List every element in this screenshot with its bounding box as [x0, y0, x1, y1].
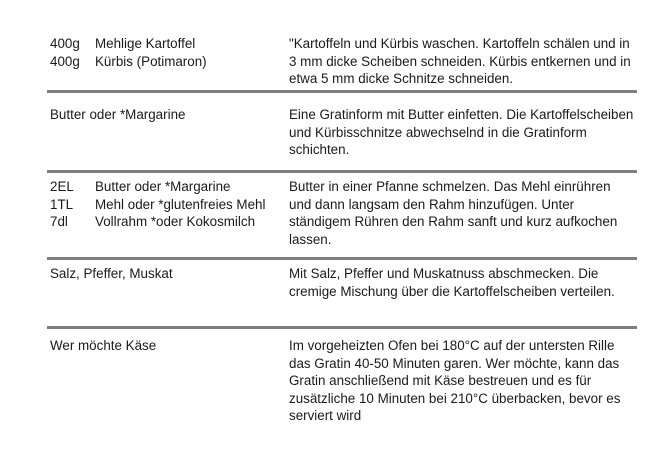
- ingredient-list: [50, 337, 282, 355]
- ingredient-name: Wer möchte Käse: [50, 338, 157, 353]
- ingredient-name: Kürbis (Potimaron): [95, 53, 207, 69]
- ingredient-name: Butter oder *Margarine: [50, 107, 186, 122]
- row-divider: [47, 170, 637, 173]
- ingredient-item: [50, 213, 282, 231]
- row-divider: [47, 326, 637, 329]
- instruction-text: Butter in einer Pfanne schmelzen. Das Mehl einrühren und dann langsam den Rahm hinzufügen. Unter ständigem Rühren den Rahm sanft und kurz aufkochen lassen.: [289, 179, 618, 247]
- ingredient-quantity: 400g: [50, 53, 80, 69]
- ingredient-list: [50, 35, 282, 70]
- ingredient-name: Mehl oder *glutenfreies Mehl: [95, 196, 266, 212]
- instruction-text: "Kartoffeln und Kürbis waschen. Kartoffeln schälen und in 3 mm dicke Scheiben schneiden. Kürbis entkernen und in etwa 5 mm dicke Schnitze schneiden.: [289, 36, 631, 87]
- ingredient-name: Vollrahm *oder Kokosmilch: [95, 214, 256, 229]
- ingredient-item: [50, 196, 282, 214]
- instruction-text: Im vorgeheizten Ofen bei 180°C auf der untersten Rille das Gratin 40-50 Minuten garen. Wer möchte, kann das Gratin anschließend mit Käse bestreuen und es für zusätzliche 10 Minuten bei 210°C überbacken, bevor es serviert wird: [289, 338, 621, 424]
- ingredient-quantity: 2EL: [50, 179, 74, 194]
- ingredient-list: [50, 106, 282, 124]
- ingredient-quantity: 7dl: [50, 214, 68, 229]
- row-divider: [47, 90, 637, 93]
- ingredient-item: [50, 53, 282, 71]
- ingredient-item: [50, 337, 282, 355]
- instruction-text: Eine Gratinform mit Butter einfetten. Die Kartoffelscheiben und Kürbisschnitze abwechselnd in die Gratinform schichten.: [289, 107, 634, 158]
- row-divider: [47, 257, 637, 260]
- ingredient-name: Butter oder *Margarine: [95, 179, 231, 194]
- ingredient-name: Mehlige Kartoffel: [95, 36, 196, 51]
- ingredient-item: [50, 35, 282, 53]
- ingredient-quantity: 400g: [50, 36, 80, 51]
- ingredient-list: [50, 265, 282, 283]
- ingredient-list: [50, 178, 282, 231]
- ingredient-item: [50, 106, 282, 124]
- ingredient-item: [50, 178, 282, 196]
- instruction-text: Mit Salz, Pfeffer und Muskatnuss abschmecken. Die cremige Mischung über die Kartoffelscheiben verteilen.: [289, 266, 615, 299]
- ingredient-name: Salz, Pfeffer, Muskat: [50, 266, 173, 281]
- ingredient-item: [50, 265, 282, 283]
- ingredient-quantity: 1TL: [50, 196, 74, 212]
